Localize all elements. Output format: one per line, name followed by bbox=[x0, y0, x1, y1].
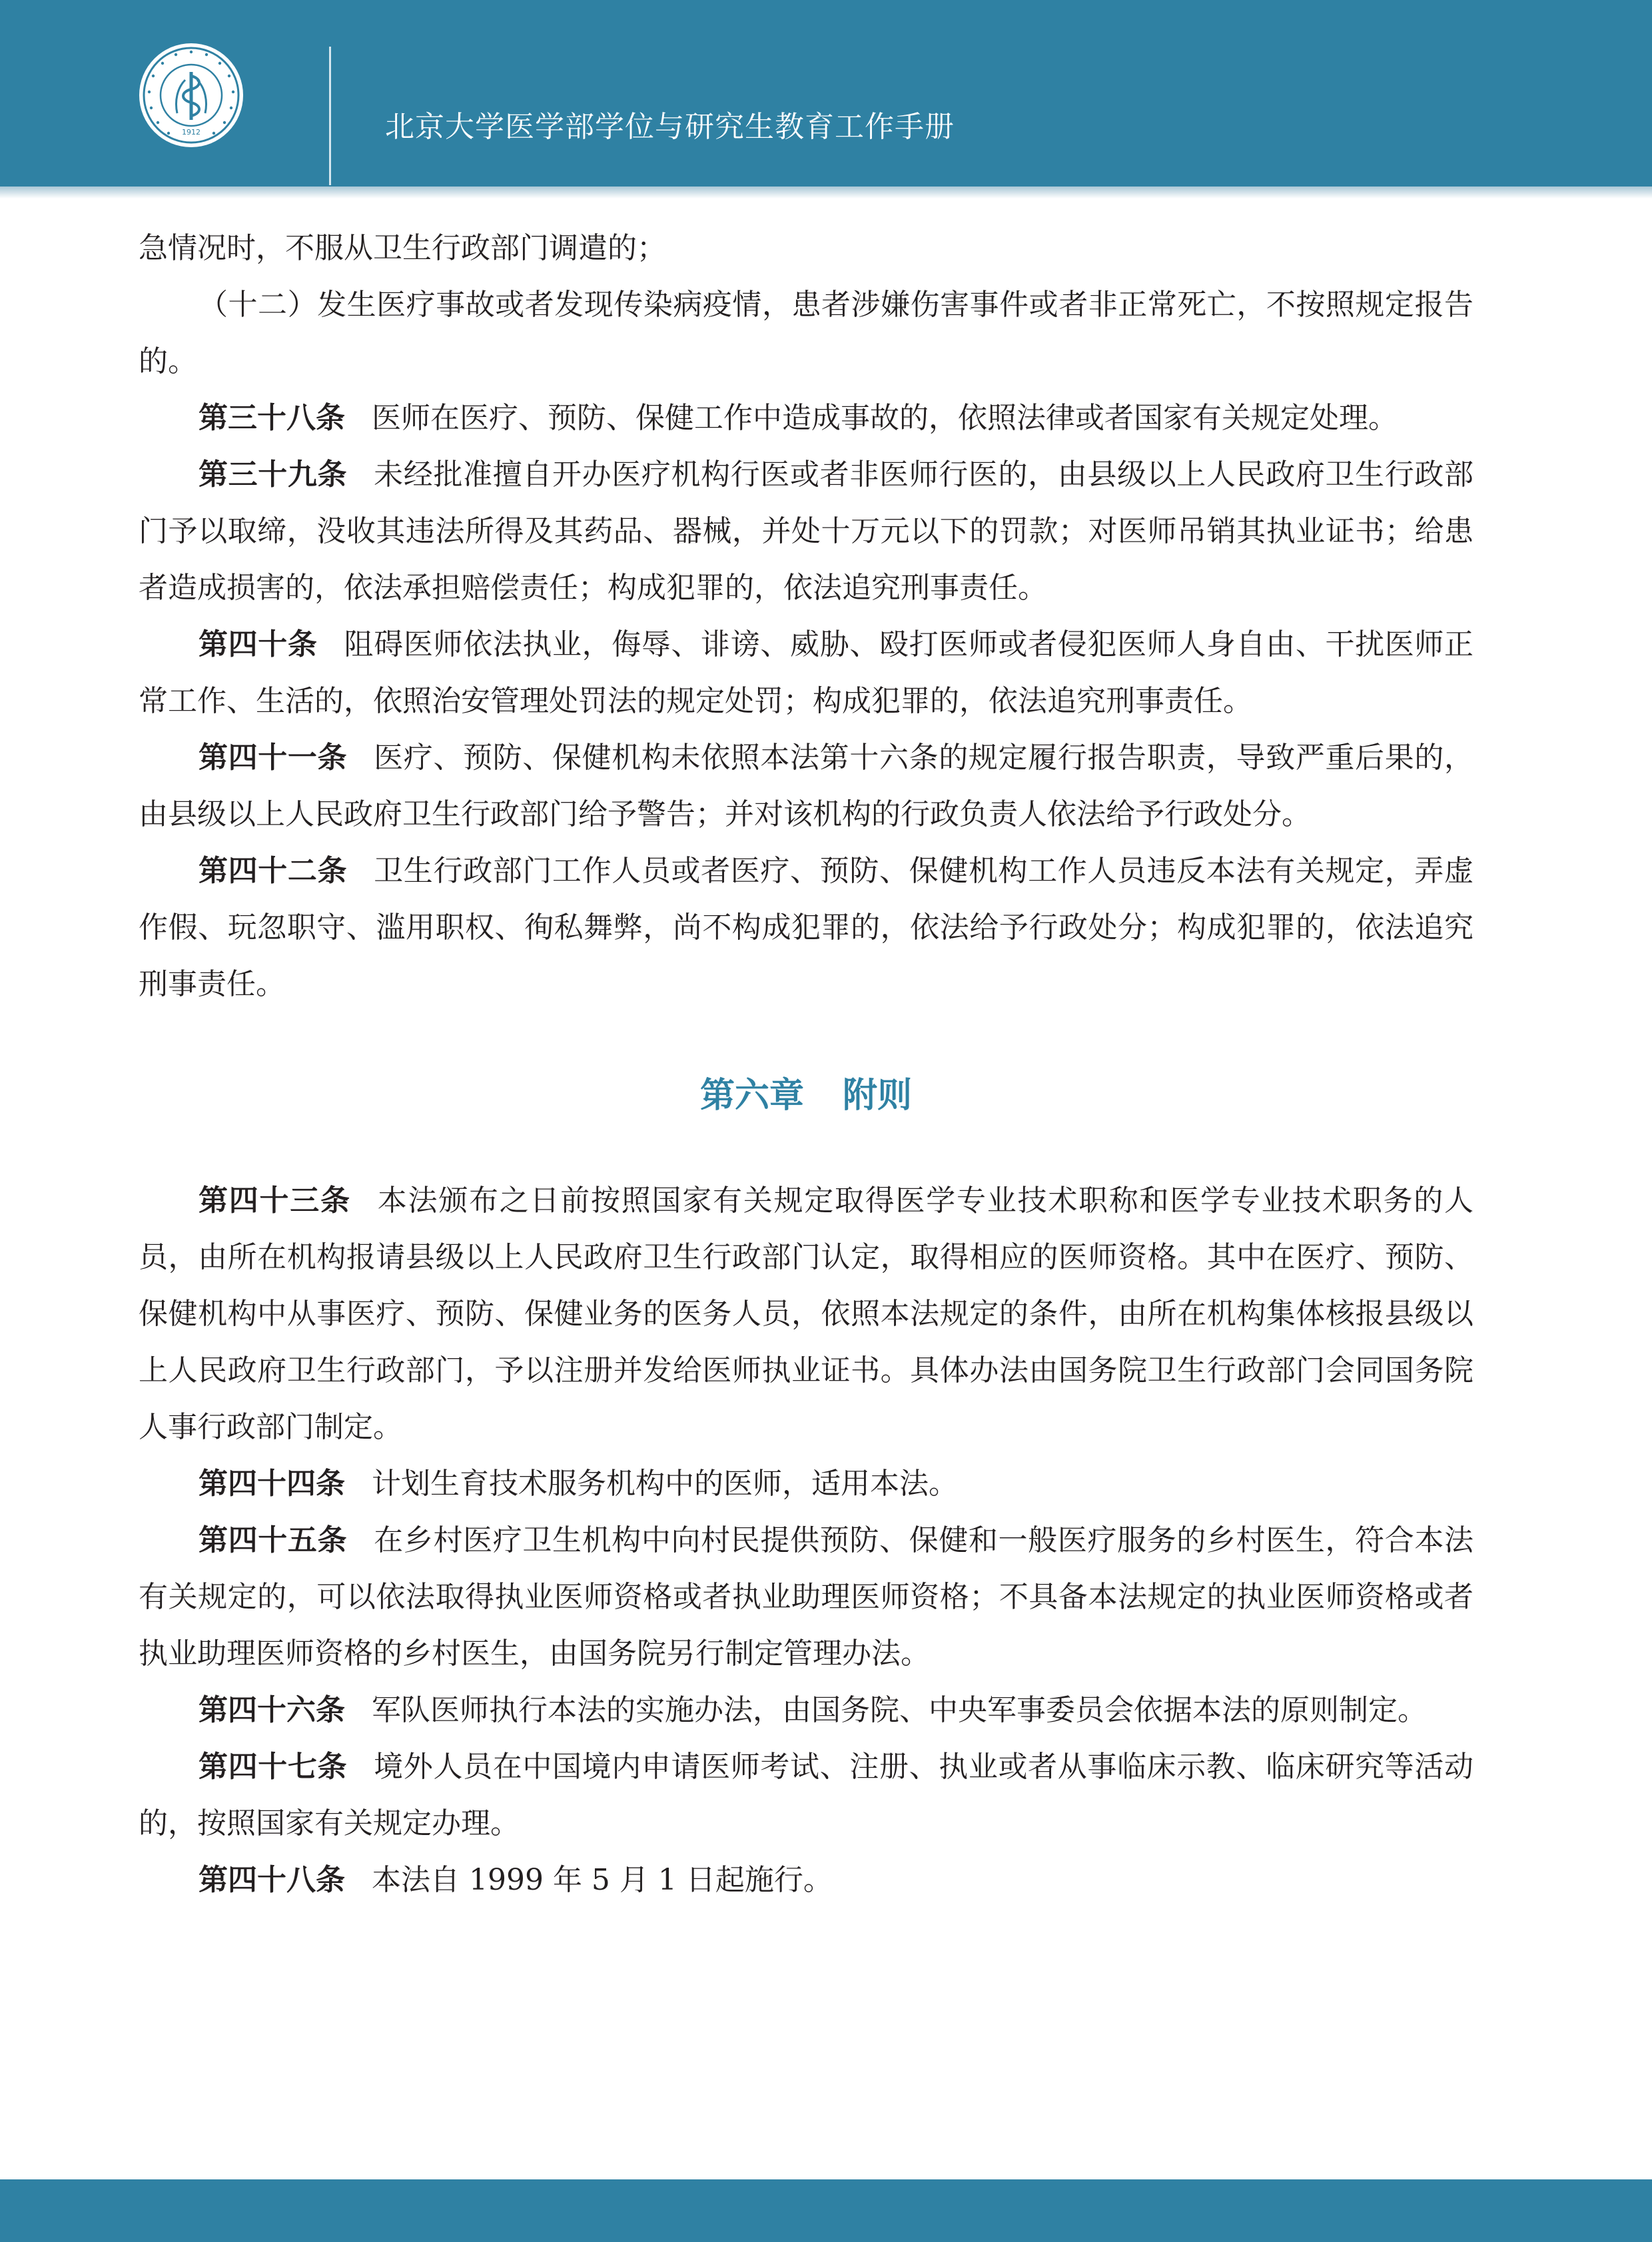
article-text: 未经批准擅自开办医疗机构行医或者非医师行医的，由县级以上人民政府卫生行政部门予以取缔，没收其违法所得及其药品、器械，并处十万元以下的罚款；对医师吊销其执业证书；给患者造成损害的，依法承担赔偿责任；构成犯罪的，依法追究刑事责任。 bbox=[139, 458, 1473, 605]
article-label: 第三十八条 bbox=[199, 401, 345, 435]
article-label: 第四十五条 bbox=[199, 1523, 348, 1557]
university-seal-icon bbox=[137, 41, 245, 149]
article-text: 医疗、预防、保健机构未依照本法第十六条的规定履行报告职责，导致严重后果的，由县级以上人民政府卫生行政部门给予警告；并对该机构的行政负责人依法给予行政处分。 bbox=[139, 741, 1473, 831]
paragraph: （十二）发生医疗事故或者发现传染病疫情，患者涉嫌伤害事件或者非正常死亡，不按照规定报告的。 bbox=[139, 288, 1473, 378]
article-text: 医师在医疗、预防、保健工作中造成事故的，依照法律或者国家有关规定处理。 bbox=[372, 401, 1398, 435]
chapter-heading: 第六章 附则 bbox=[699, 1076, 913, 1116]
article-label: 第三十九条 bbox=[199, 458, 348, 492]
article-text: 阻碍医师依法执业，侮辱、诽谤、威胁、殴打医师或者侵犯医师人身自由、干扰医师正常工作、生活的，依照治安管理处罚法的规定处罚；构成犯罪的，依法追究刑事责任。 bbox=[139, 627, 1474, 718]
article-text: 计划生育技术服务机构中的医师，适用本法。 bbox=[372, 1467, 958, 1501]
article-label: 第四十一条 bbox=[199, 741, 348, 775]
svg-text:1912: 1912 bbox=[182, 128, 201, 137]
article-label: 第四十八条 bbox=[199, 1863, 345, 1897]
article-44 bbox=[139, 1455, 1473, 1512]
header-title: 北京大学医学部学位与研究生教育工作手册 bbox=[385, 110, 955, 144]
article-label: 第四十四条 bbox=[199, 1467, 345, 1501]
article-42 bbox=[139, 843, 1473, 1012]
article-label: 第四十条 bbox=[199, 627, 318, 661]
header-shadow bbox=[0, 187, 1652, 198]
document-body bbox=[139, 220, 1473, 1908]
article-43 bbox=[139, 1172, 1473, 1455]
page-header bbox=[0, 0, 1652, 187]
article-45 bbox=[139, 1512, 1473, 1682]
page-footer-band bbox=[0, 2179, 1652, 2242]
article-label: 第四十三条 bbox=[199, 1184, 351, 1218]
article-39 bbox=[139, 446, 1473, 616]
article-text: 军队医师执行本法的实施办法，由国务院、中央军事委员会依据本法的原则制定。 bbox=[372, 1693, 1427, 1727]
article-label: 第四十七条 bbox=[199, 1750, 348, 1784]
article-text: 本法颁布之日前按照国家有关规定取得医学专业技术职称和医学专业技术职务的人员，由所在机构报请县级以上人民政府卫生行政部门认定，取得相应的医师资格。其中在医疗、预防、保健机构中从事医疗、预防、保健业务的医务人员，依照本法规定的条件，由所在机构集体核报县级以上人民政府卫生行政部门，予以注册并发给医师执业证书。具体办法由国务院卫生行政部门会同国务院人事行政部门制定。 bbox=[139, 1184, 1473, 1444]
article-label: 第四十六条 bbox=[199, 1693, 345, 1727]
article-46 bbox=[139, 1682, 1473, 1738]
paragraph: 急情况时，不服从卫生行政部门调遣的； bbox=[139, 231, 666, 265]
article-text: 在乡村医疗卫生机构中向村民提供预防、保健和一般医疗服务的乡村医生，符合本法有关规定的，可以依法取得执业医师资格或者执业助理医师资格；不具备本法规定的执业医师资格或者执业助理医师资格的乡村医生，由国务院另行制定管理办法。 bbox=[139, 1523, 1473, 1671]
article-text: 境外人员在中国境内申请医师考试、注册、执业或者从事临床示教、临床研究等活动的，按照国家有关规定办理。 bbox=[139, 1750, 1473, 1840]
article-40 bbox=[139, 616, 1473, 729]
article-label: 第四十二条 bbox=[199, 854, 348, 888]
header-divider bbox=[329, 47, 331, 185]
article-text: 卫生行政部门工作人员或者医疗、预防、保健机构工作人员违反本法有关规定，弄虚作假、玩忽职守、滥用职权、徇私舞弊，尚不构成犯罪的，依法给予行政处分；构成犯罪的，依法追究刑事责任。 bbox=[139, 854, 1473, 1001]
article-48 bbox=[139, 1852, 1473, 1908]
article-41 bbox=[139, 729, 1473, 843]
article-text: 本法自 1999 年 5 月 1 日起施行。 bbox=[372, 1863, 833, 1897]
article-47 bbox=[139, 1738, 1473, 1852]
article-38 bbox=[139, 390, 1473, 446]
